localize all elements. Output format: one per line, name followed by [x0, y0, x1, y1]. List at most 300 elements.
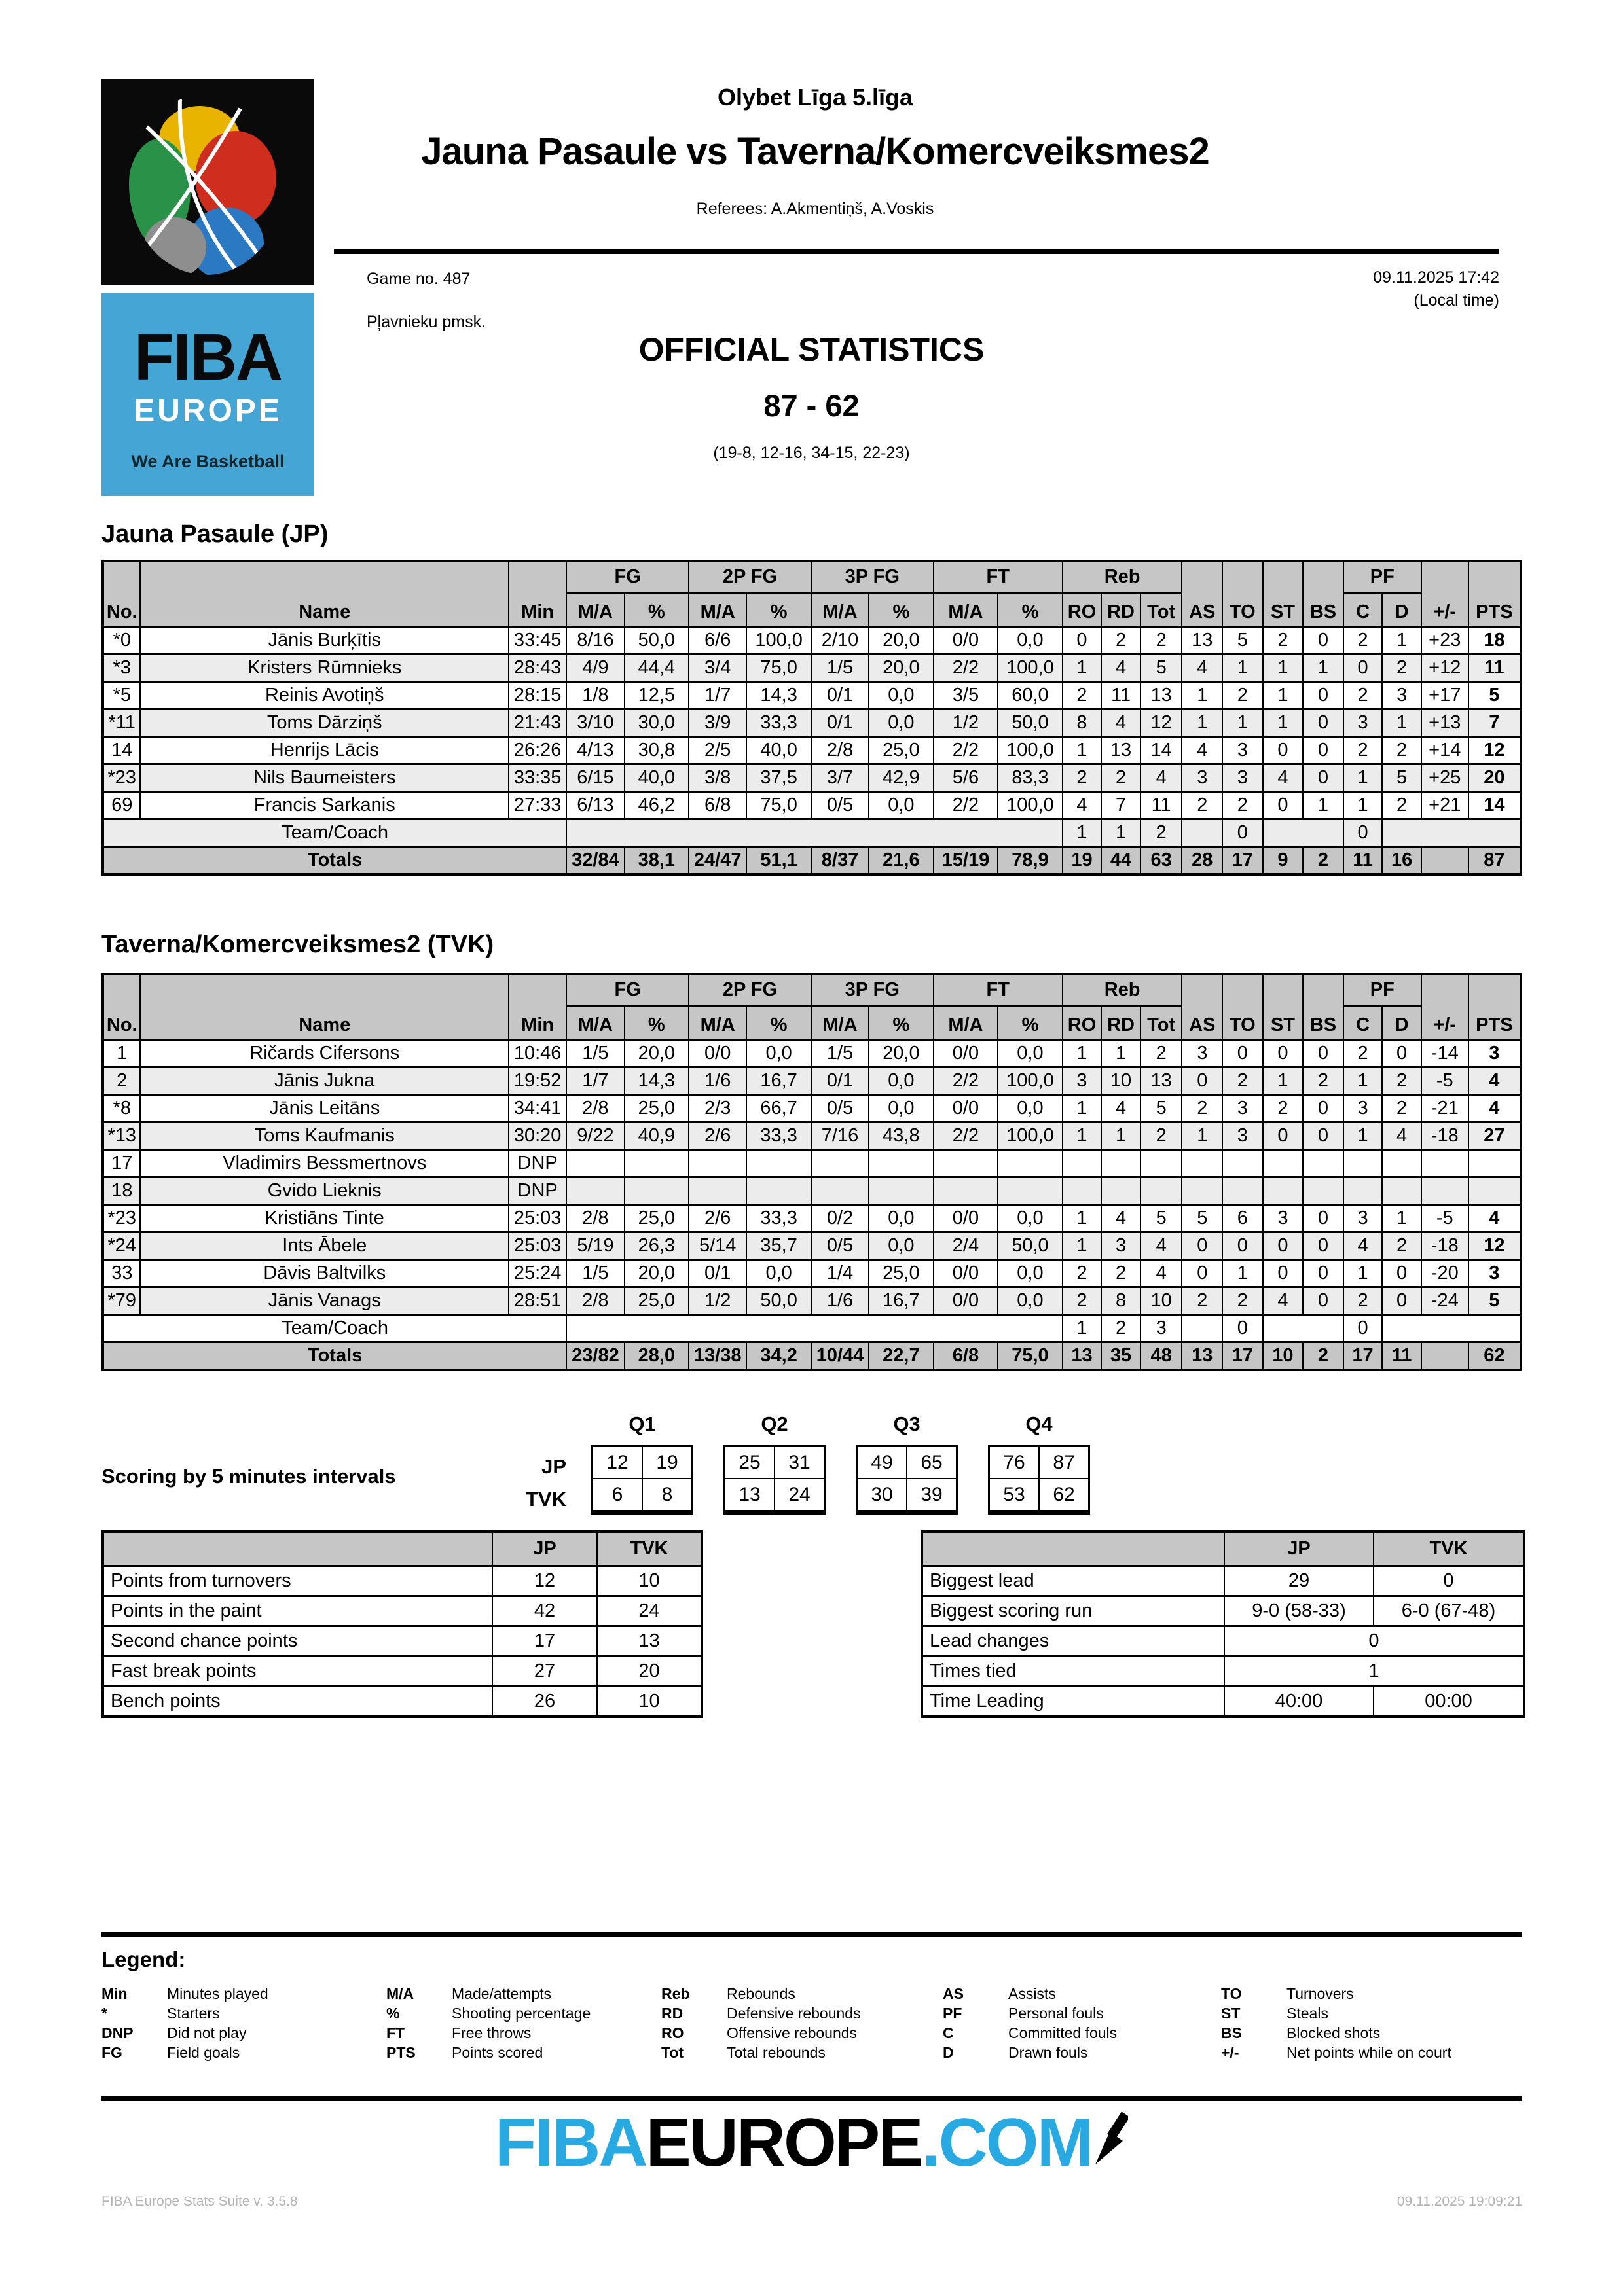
player-number: *11: [103, 709, 140, 737]
summary-row: [922, 1566, 1524, 1596]
team2-stats-table-mount: [101, 973, 1522, 1371]
stat-cell: 12: [1140, 709, 1182, 737]
player-number: *3: [103, 655, 140, 682]
totals-cell: 22,7: [869, 1342, 934, 1371]
stat-cell: 0/5: [811, 792, 869, 819]
summary-label: Biggest scoring run: [922, 1596, 1224, 1626]
legend-description: Turnovers: [1286, 1984, 1354, 2002]
stat-cell: 25:03: [509, 1232, 566, 1260]
stat-cell: [1101, 1150, 1140, 1177]
player-name: Jānis Vanags: [140, 1287, 509, 1315]
stat-cell: 1: [1101, 1122, 1140, 1150]
points-breakdown-table: [101, 1530, 703, 1718]
quarter-score-cell: 13: [725, 1479, 775, 1513]
player-row: [103, 1287, 1521, 1315]
stat-cell: 4: [1101, 1205, 1140, 1232]
stat-cell: 0,0: [869, 1205, 934, 1232]
legend-abbr: Min: [101, 1984, 128, 2002]
stat-cell: 3: [1063, 1067, 1102, 1095]
stat-cell: 3/8: [689, 764, 746, 792]
stat-cell: 2: [1382, 737, 1421, 764]
legend-entry: [101, 2043, 386, 2062]
stat-cell: 0: [1182, 1232, 1222, 1260]
stat-cell: 2: [1263, 1095, 1304, 1122]
stat-cell: 30:20: [509, 1122, 566, 1150]
stat-cell: 100,0: [998, 1067, 1063, 1095]
stat-cell: 0,0: [998, 1040, 1063, 1067]
team1-stats-table-mount: [101, 560, 1522, 876]
stat-cell: 3: [1222, 764, 1263, 792]
quarter-score-cell: 62: [1039, 1479, 1089, 1513]
legend-abbr: FT: [386, 2024, 405, 2041]
stat-cell: 10: [1140, 1287, 1182, 1315]
legend-entry: [661, 2003, 943, 2023]
legend-description: Blocked shots: [1286, 2024, 1381, 2041]
stat-cell: 11: [1140, 792, 1182, 819]
col-to: TO: [1222, 974, 1263, 1040]
legend-abbr: BS: [1221, 2024, 1242, 2041]
stat-cell: 0: [1382, 1260, 1421, 1287]
stat-cell: 4: [1140, 1232, 1182, 1260]
stat-cell: 2: [1063, 682, 1102, 709]
stat-cell: +14: [1421, 737, 1468, 764]
group-2pfg: 2P FG: [689, 974, 811, 1007]
stat-cell: 1: [1182, 682, 1222, 709]
stat-cell: 0: [1303, 764, 1343, 792]
stats-table-head: [103, 974, 1521, 1040]
stat-cell: 1: [1063, 1122, 1102, 1150]
stat-cell: 4/13: [566, 737, 624, 764]
stat-cell: 9/22: [566, 1122, 624, 1150]
stat-cell: 0/0: [934, 1095, 998, 1122]
legend-entry: [101, 2003, 386, 2023]
legend-entry: [386, 1984, 661, 2003]
stat-cell: 20,0: [625, 1260, 689, 1287]
fibaeurope-com-logo: [0, 2104, 1623, 2182]
stat-cell: [1063, 1150, 1102, 1177]
stat-cell: 1/5: [811, 655, 869, 682]
summary-value-tvk: 20: [597, 1657, 702, 1687]
quarter-label: Q1: [629, 1412, 656, 1435]
fiba-logo-text: FIBA: [134, 321, 282, 394]
quarter-row-jp: [857, 1446, 957, 1479]
stat-cell: 20: [1468, 764, 1521, 792]
stat-cell: 0/2: [811, 1205, 869, 1232]
totals-cell: 9: [1263, 847, 1304, 875]
player-name: Jānis Leitāns: [140, 1095, 509, 1122]
totals-cell: 32/84: [566, 847, 624, 875]
footer-print-timestamp: 09.11.2025 19:09:21: [1396, 2194, 1522, 2209]
stats-table-body: [103, 1040, 1521, 1371]
stat-cell: 2: [1382, 1232, 1421, 1260]
quarter-label: Q2: [761, 1412, 788, 1435]
game-number: Game no. 487: [367, 270, 471, 288]
stat-cell: 4/9: [566, 655, 624, 682]
stat-cell: 2/10: [811, 627, 869, 655]
stat-cell: 0: [1263, 737, 1304, 764]
summary-label: Fast break points: [103, 1657, 492, 1687]
legend-abbr: FG: [101, 2043, 122, 2061]
stat-cell: 6/6: [689, 627, 746, 655]
stat-cell: 0,0: [869, 709, 934, 737]
stat-cell: [998, 1150, 1063, 1177]
quarter-score-cell: 19: [642, 1446, 693, 1479]
quarter-row-tvk: [725, 1479, 825, 1513]
stats-table-head: [103, 561, 1521, 627]
blank-header: [922, 1532, 1224, 1566]
stat-cell: 5: [1140, 1095, 1182, 1122]
player-row: [103, 792, 1521, 819]
stat-cell: 0/0: [934, 1205, 998, 1232]
col-ma: M/A: [934, 1007, 998, 1040]
stat-cell: +12: [1421, 655, 1468, 682]
quarter-score-cell: 25: [725, 1446, 775, 1479]
legend-description: Offensive rebounds: [727, 2024, 858, 2041]
stat-cell: 28:43: [509, 655, 566, 682]
stat-cell: 1: [1063, 1095, 1102, 1122]
stat-cell: 3/10: [566, 709, 624, 737]
col-pct: %: [869, 594, 934, 627]
footer-logo-fiba: FIBA: [494, 2105, 646, 2181]
player-name: Toms Kaufmanis: [140, 1122, 509, 1150]
stat-cell: 7: [1468, 709, 1521, 737]
col-ma: M/A: [689, 594, 746, 627]
stat-cell: 4: [1101, 1095, 1140, 1122]
totals-cell: 23/82: [566, 1342, 624, 1371]
quarter-scores: (19-8, 12-16, 34-15, 22-23): [713, 444, 910, 462]
player-name: Vladimirs Bessmertnovs: [140, 1150, 509, 1177]
summary-label: Bench points: [103, 1687, 492, 1717]
stat-cell: 0/0: [934, 1040, 998, 1067]
col-min: Min: [509, 974, 566, 1040]
stat-cell: [566, 1150, 624, 1177]
stat-cell: [625, 1177, 689, 1205]
stat-cell: 0/1: [811, 709, 869, 737]
stat-cell: 2: [1182, 1287, 1222, 1315]
stat-cell: 2/6: [689, 1122, 746, 1150]
stat-cell: 2: [1101, 764, 1140, 792]
player-name: Jānis Jukna: [140, 1067, 509, 1095]
stat-cell: 0: [1303, 1260, 1343, 1287]
legend-entry: [101, 1984, 386, 2003]
totals-cell: 28,0: [625, 1342, 689, 1371]
stat-cell: 3: [1263, 1205, 1304, 1232]
stat-cell: +25: [1421, 764, 1468, 792]
player-number: *13: [103, 1122, 140, 1150]
stat-cell: 4: [1101, 655, 1140, 682]
stat-cell: [1343, 1150, 1383, 1177]
totals-cell: 34,2: [746, 1342, 811, 1371]
stat-cell: 0,0: [746, 1260, 811, 1287]
stat-cell: 0: [1343, 1315, 1383, 1342]
stat-cell: 3/9: [689, 709, 746, 737]
summary-value-jp: 29: [1224, 1566, 1374, 1596]
legend-description: Total rebounds: [727, 2043, 826, 2061]
quarter-score-cell: 8: [642, 1479, 693, 1513]
stat-cell: 1: [1343, 1260, 1383, 1287]
stat-cell: 2/2: [934, 792, 998, 819]
col-plusminus: +/-: [1421, 974, 1468, 1040]
col-min: Min: [509, 561, 566, 627]
stat-cell: 4: [1182, 655, 1222, 682]
stat-cell: [746, 1177, 811, 1205]
totals-cell: 78,9: [998, 847, 1063, 875]
stat-cell: 2: [1222, 1067, 1263, 1095]
europe-logo-text: EUROPE: [134, 393, 282, 428]
col-to: TO: [1222, 561, 1263, 627]
legend-entry: [1221, 2003, 1522, 2023]
col-pct: %: [998, 594, 1063, 627]
stat-cell: 33:35: [509, 764, 566, 792]
summary-header-tvk: TVK: [1374, 1532, 1524, 1566]
legend-abbr: +/-: [1221, 2043, 1239, 2061]
blank-cell: [1263, 1315, 1343, 1342]
col-d: D: [1382, 594, 1421, 627]
stat-cell: 3/7: [811, 764, 869, 792]
stat-cell: -18: [1421, 1122, 1468, 1150]
stat-cell: 34:41: [509, 1095, 566, 1122]
legend-description: Assists: [1008, 1984, 1056, 2002]
col-ma: M/A: [811, 594, 869, 627]
stat-cell: 3/5: [934, 682, 998, 709]
quarter-row-jp: [593, 1446, 693, 1479]
totals-row: [103, 847, 1521, 875]
player-number: *5: [103, 682, 140, 709]
player-number: 18: [103, 1177, 140, 1205]
stat-cell: 2: [1343, 682, 1383, 709]
stat-cell: [1382, 1150, 1421, 1177]
stat-cell: 10: [1101, 1067, 1140, 1095]
stat-cell: 3: [1468, 1260, 1521, 1287]
stat-cell: [1421, 1177, 1468, 1205]
stat-cell: [1468, 1177, 1521, 1205]
col-rd: RD: [1101, 594, 1140, 627]
stat-cell: 5/6: [934, 764, 998, 792]
quarter-score-table: [591, 1445, 693, 1515]
interval-row-label-jp: JP: [541, 1455, 566, 1478]
group-fg: FG: [566, 561, 689, 594]
stat-cell: 12: [1468, 1232, 1521, 1260]
blank-cell: [1182, 1315, 1222, 1342]
stat-cell: 0,0: [869, 1095, 934, 1122]
stat-cell: 5/19: [566, 1232, 624, 1260]
player-number: *0: [103, 627, 140, 655]
group-2pfg: 2P FG: [689, 561, 811, 594]
stat-cell: 2: [1140, 819, 1182, 847]
legend-description: Rebounds: [727, 1984, 795, 2002]
stat-cell: 1: [1343, 1122, 1383, 1150]
stat-cell: 0: [1222, 819, 1263, 847]
summary-value-jp: 12: [492, 1566, 597, 1596]
interval-quarter-tables: [591, 1408, 1120, 1515]
stat-cell: 20,0: [625, 1040, 689, 1067]
stat-cell: 1/7: [566, 1067, 624, 1095]
stat-cell: 3: [1343, 1095, 1383, 1122]
player-row: [103, 1095, 1521, 1122]
group-pf: PF: [1343, 561, 1421, 594]
stat-cell: 1: [1182, 709, 1222, 737]
stat-cell: 16,7: [746, 1067, 811, 1095]
stat-cell: 2: [1343, 737, 1383, 764]
stat-cell: [566, 1177, 624, 1205]
stat-cell: 2: [1343, 627, 1383, 655]
legend-entry: [661, 2043, 943, 2062]
group-ft: FT: [934, 561, 1063, 594]
stat-cell: 18: [1468, 627, 1521, 655]
stat-cell: 2: [1343, 1287, 1383, 1315]
stat-cell: 8: [1063, 709, 1102, 737]
stat-cell: 12,5: [625, 682, 689, 709]
col-name: Name: [140, 974, 509, 1040]
col-no: No.: [103, 974, 140, 1040]
stat-cell: 14,3: [746, 682, 811, 709]
stat-cell: 1: [1063, 737, 1102, 764]
player-row: [103, 1177, 1521, 1205]
legend-entry: [661, 1984, 943, 2003]
stat-cell: 2/2: [934, 737, 998, 764]
stat-cell: 6/8: [689, 792, 746, 819]
team-coach-row: [103, 1315, 1521, 1342]
stat-cell: 20,0: [869, 1040, 934, 1067]
col-ma: M/A: [689, 1007, 746, 1040]
stat-cell: 40,0: [746, 737, 811, 764]
player-name: Reinis Avotiņš: [140, 682, 509, 709]
stat-cell: 5: [1140, 655, 1182, 682]
legend-grid: [101, 1984, 1522, 2062]
player-number: 17: [103, 1150, 140, 1177]
legend-description: Steals: [1286, 2004, 1328, 2022]
stat-cell: 1: [1343, 764, 1383, 792]
stat-cell: 3: [1468, 1040, 1521, 1067]
legend-description: Starters: [167, 2004, 220, 2022]
stat-cell: [1263, 1177, 1304, 1205]
document-title: OFFICIAL STATISTICS: [638, 331, 985, 368]
stat-cell: 2: [1222, 792, 1263, 819]
player-row: [103, 1260, 1521, 1287]
legend-abbr: AS: [943, 1984, 964, 2002]
stat-cell: 2: [1303, 1067, 1343, 1095]
footer-logo-europe: EUROPE: [646, 2105, 922, 2181]
legend-entry: [1221, 2023, 1522, 2043]
summary-span-value: 1: [1224, 1657, 1524, 1687]
totals-cell: 19: [1063, 847, 1102, 875]
totals-cell: 6/8: [934, 1342, 998, 1371]
legend-abbr: Tot: [661, 2043, 684, 2061]
stat-cell: 2/4: [934, 1232, 998, 1260]
col-as: AS: [1182, 974, 1222, 1040]
stat-cell: 100,0: [998, 737, 1063, 764]
stat-cell: 0: [1303, 1232, 1343, 1260]
stat-cell: [1140, 1177, 1182, 1205]
quarter-score-table: [723, 1445, 826, 1515]
stat-cell: 5: [1222, 627, 1263, 655]
stat-cell: 0: [1382, 1287, 1421, 1315]
summary-row: [103, 1687, 702, 1717]
summary-value-jp: 17: [492, 1626, 597, 1657]
player-name: Kristiāns Tinte: [140, 1205, 509, 1232]
stat-cell: 5/14: [689, 1232, 746, 1260]
group-reb: Reb: [1063, 561, 1182, 594]
stat-cell: 27:33: [509, 792, 566, 819]
stat-cell: 1: [1101, 819, 1140, 847]
group-3pfg: 3P FG: [811, 974, 934, 1007]
stat-cell: [1063, 1177, 1102, 1205]
col-rd: RD: [1101, 1007, 1140, 1040]
player-row: [103, 627, 1521, 655]
stat-cell: 35,7: [746, 1232, 811, 1260]
stat-cell: 21:43: [509, 709, 566, 737]
stat-cell: 2: [1063, 764, 1102, 792]
totals-cell: 17: [1222, 847, 1263, 875]
col-ro: RO: [1063, 594, 1102, 627]
stat-cell: [1222, 1150, 1263, 1177]
legend-description: Made/attempts: [452, 1984, 552, 2002]
team2-heading: Taverna/Komercveiksmes2 (TVK): [101, 931, 494, 958]
stat-cell: 25,0: [625, 1287, 689, 1315]
footer-logo-arrow-icon: [1094, 2104, 1128, 2182]
stat-cell: 27: [1468, 1122, 1521, 1150]
stat-cell: 2/8: [811, 737, 869, 764]
stat-cell: 33:45: [509, 627, 566, 655]
player-row: [103, 764, 1521, 792]
quarter-score-table: [856, 1445, 958, 1515]
stat-cell: -18: [1421, 1232, 1468, 1260]
totals-cell: 10/44: [811, 1342, 869, 1371]
stat-cell: [934, 1177, 998, 1205]
stat-cell: 0: [1263, 792, 1304, 819]
col-d: D: [1382, 1007, 1421, 1040]
stat-cell: 28:15: [509, 682, 566, 709]
legend-description: Field goals: [167, 2043, 240, 2061]
team1-heading: Jauna Pasaule (JP): [101, 520, 329, 548]
stat-cell: 1: [1263, 1067, 1304, 1095]
summary-table-left-mount: [101, 1530, 703, 1718]
stat-cell: 10:46: [509, 1040, 566, 1067]
header: [105, 84, 1525, 219]
legend-abbr: D: [943, 2043, 954, 2061]
group-ft: FT: [934, 974, 1063, 1007]
quarter-score-cell: 39: [907, 1479, 957, 1513]
quarter-score-table: [988, 1445, 1090, 1515]
player-row: [103, 1150, 1521, 1177]
stat-cell: 6/13: [566, 792, 624, 819]
stat-cell: 4: [1140, 764, 1182, 792]
totals-cell: [1421, 1342, 1468, 1371]
stat-cell: 0: [1303, 1122, 1343, 1150]
stat-cell: 1: [1063, 1205, 1102, 1232]
stat-cell: 4: [1140, 1260, 1182, 1287]
header-divider: [334, 249, 1499, 254]
quarter-box: [988, 1408, 1090, 1515]
legend-abbr: M/A: [386, 1984, 414, 2002]
stat-cell: 2/5: [689, 737, 746, 764]
stat-cell: -21: [1421, 1095, 1468, 1122]
stat-cell: 4: [1468, 1067, 1521, 1095]
stat-cell: 2/8: [566, 1095, 624, 1122]
col-c: C: [1343, 1007, 1383, 1040]
col-pts: PTS: [1468, 974, 1521, 1040]
stat-cell: 100,0: [998, 655, 1063, 682]
player-name: Henrijs Lācis: [140, 737, 509, 764]
footer-logo-com: COM: [938, 2105, 1092, 2181]
legend-description: Did not play: [167, 2024, 247, 2041]
summary-table-right-mount: [921, 1530, 1525, 1718]
totals-cell: 48: [1140, 1342, 1182, 1371]
legend-entry: [661, 2023, 943, 2043]
stat-cell: 1/5: [811, 1040, 869, 1067]
legend-abbr: TO: [1221, 1984, 1242, 2002]
summary-span-value: 0: [1224, 1626, 1524, 1657]
